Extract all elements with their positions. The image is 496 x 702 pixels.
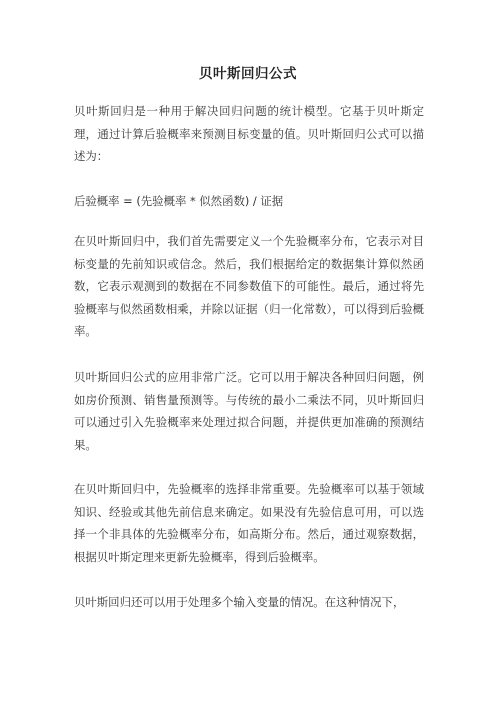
paragraph-intro: 贝叶斯回归是一种用于解决回归问题的统计模型。它基于贝叶斯定理，通过计算后验概率来预测目标变量的值。贝叶斯回归公式可以描述为： [74,104,424,164]
paragraph-applications: 贝叶斯回归公式的应用非常广泛。它可以用于解决各种回归问题，例如房价预测、销售量预测等。与传统的最小二乘法不同，贝叶斯回归可以通过引入先验概率来处理过拟合问题，并提供更加准确的预测结果。 [74,370,424,452]
paragraph-formula: 后验概率 = (先验概率 * 似然函数) / 证据 [74,194,284,208]
paragraph-multivariate: 贝叶斯回归还可以用于处理多个输入变量的情况。在这种情况下， [74,595,405,609]
paragraph-prior-choice: 在贝叶斯回归中，先验概率的选择非常重要。先验概率可以基于领域知识、经验或其他先前信息来确定。如果没有先验信息可用，可以选择一个非具体的先验概率分布，如高斯分布。然后，通过观察数据，根据贝叶斯定理来更新先验概率，得到后验概率。 [74,482,424,564]
paragraph-explanation: 在贝叶斯回归中，我们首先需要定义一个先验概率分布，它表示对目标变量的先前知识或信念。然后，我们根据给定的数据集计算似然函数，它表示观测到的数据在不同参数值下的可能性。最后，通过将先验概率与似然函数相乘，并除以证据（归一化常数），可以得到后验概率。 [74,234,424,339]
document-title: 贝叶斯回归公式 [199,66,297,82]
